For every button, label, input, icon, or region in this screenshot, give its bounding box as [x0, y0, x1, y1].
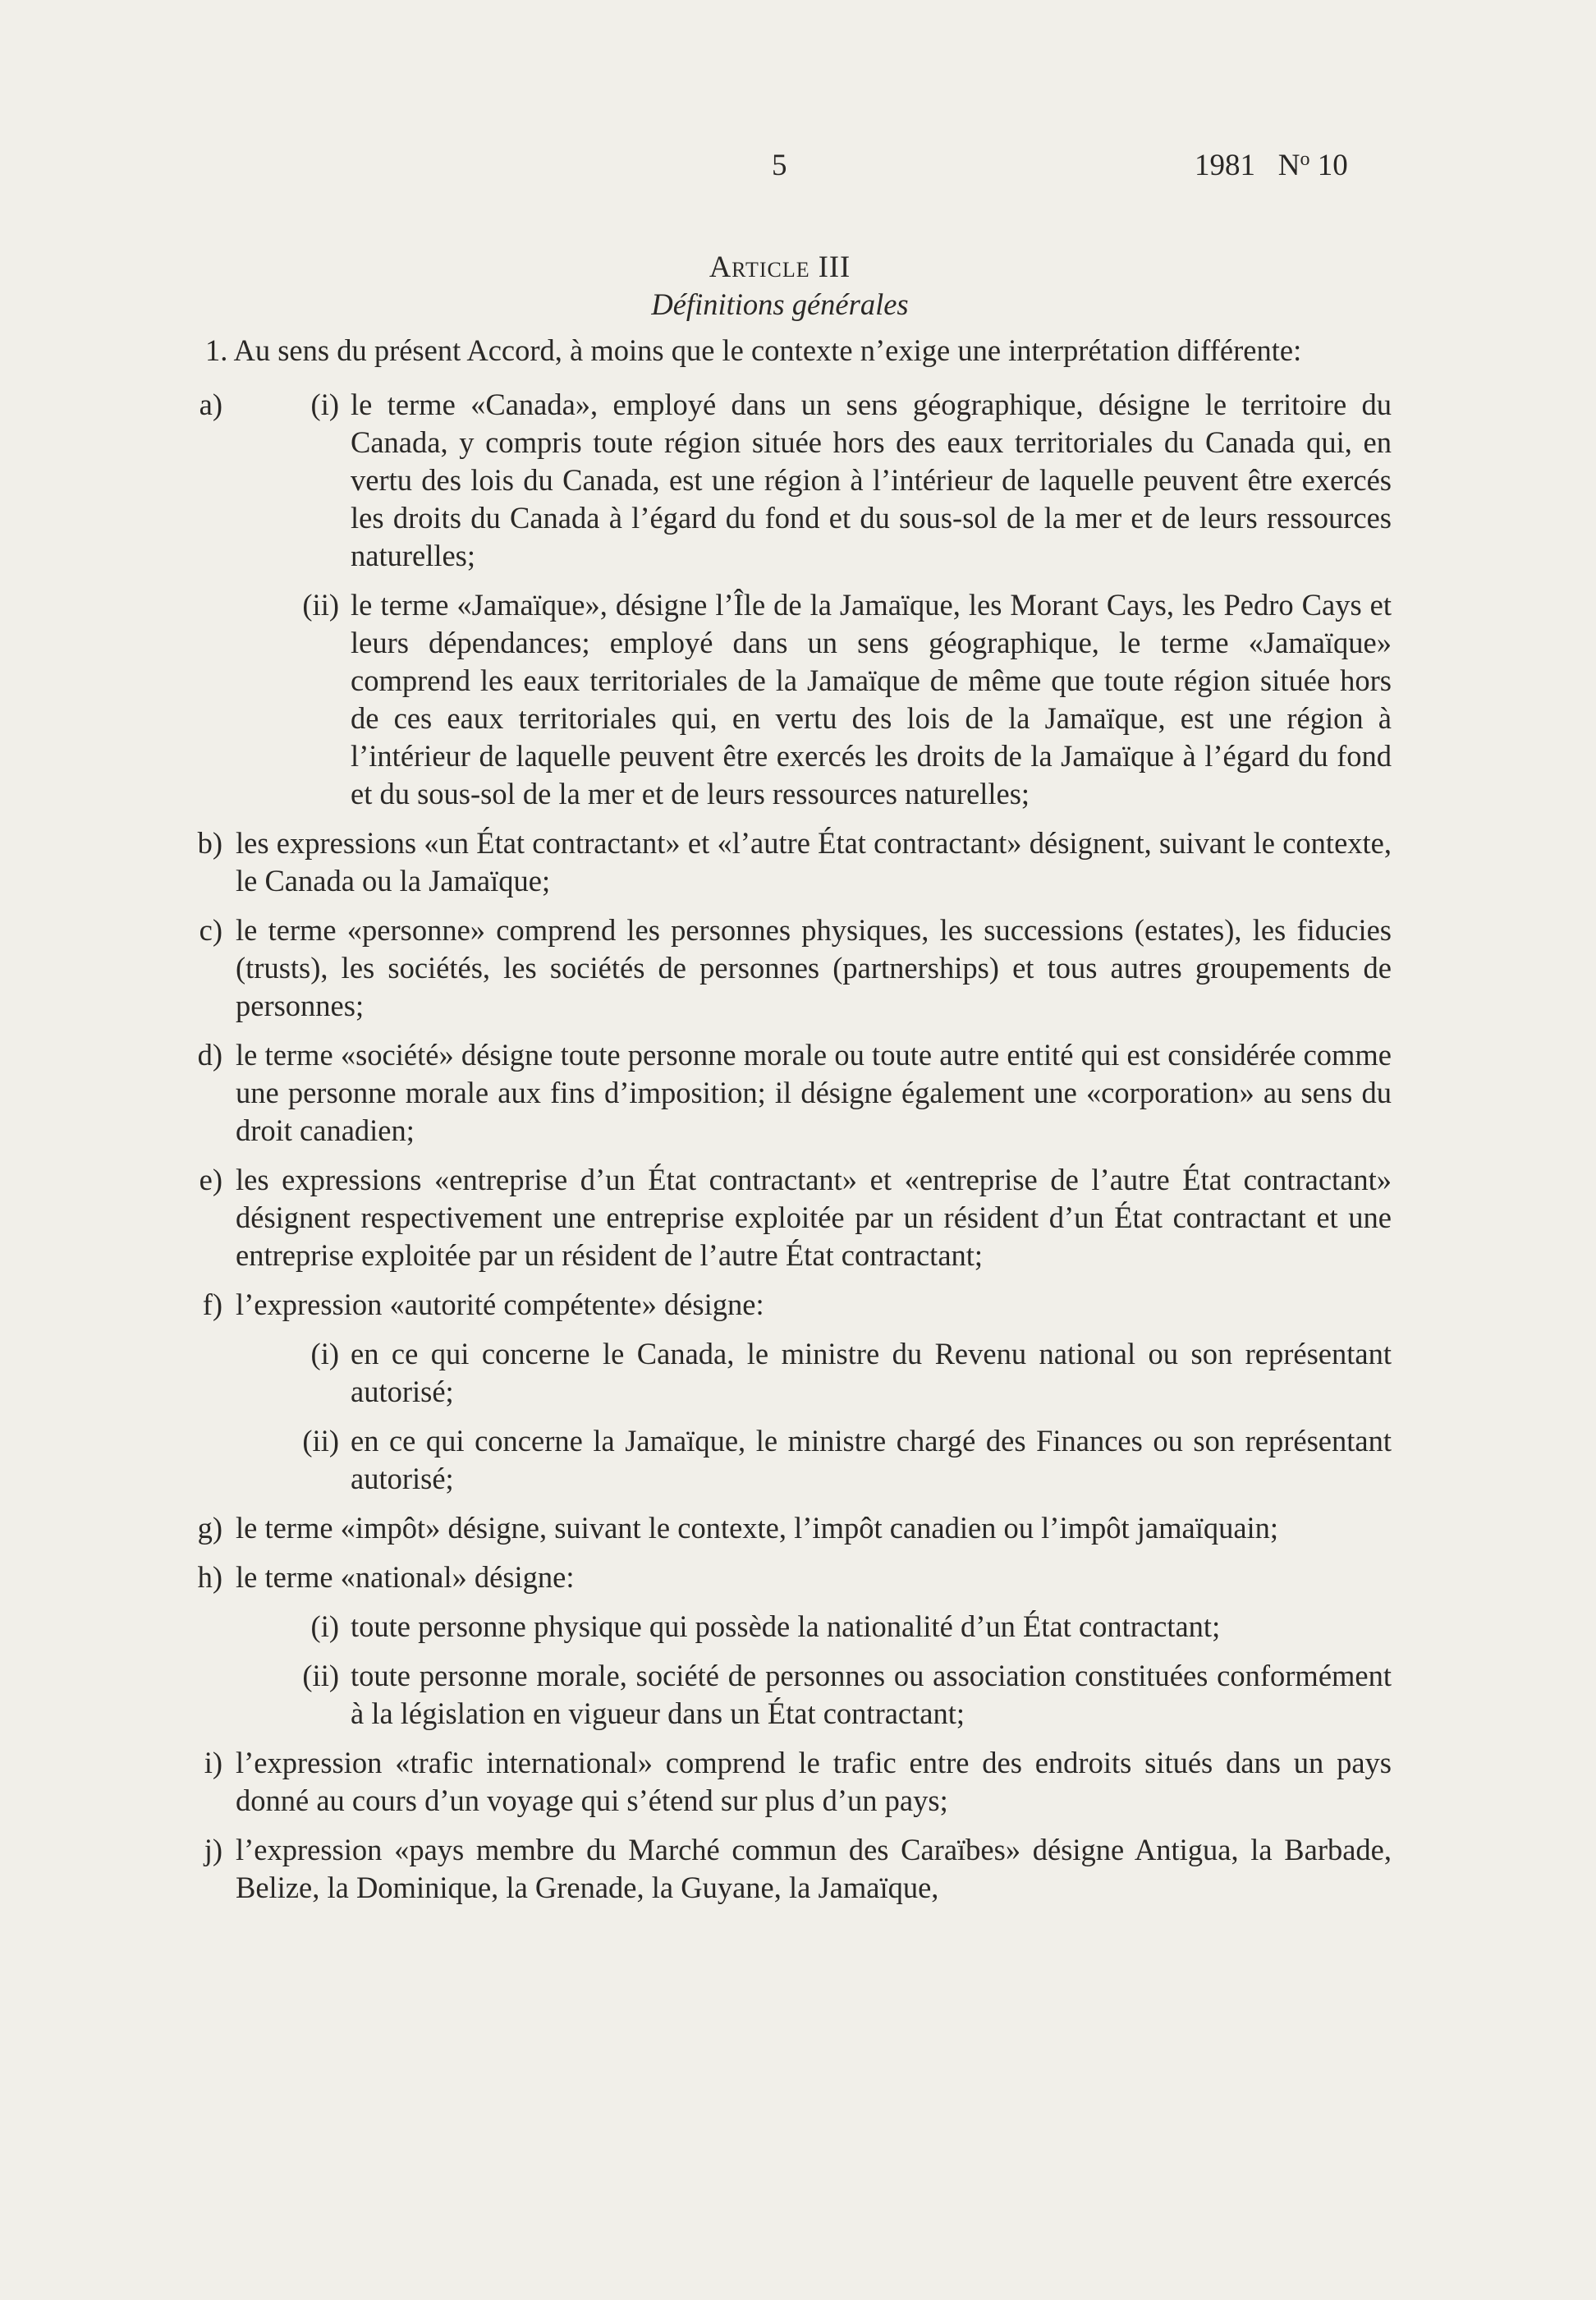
page-header [0, 148, 1596, 197]
clause-h-marker: h) [197, 1560, 222, 1594]
clause-j-marker: j) [204, 1833, 222, 1866]
clause-a-i [168, 386, 1392, 575]
clause-f-ii [168, 1422, 1392, 1498]
clause-e [168, 1161, 1392, 1274]
clause-h-ii-text: toute personne morale, société de personnes ou association constituées conformément à la législation en vigueur dans un État contractant; [351, 1659, 1392, 1730]
clause-d-text: le terme «société» désigne toute personne morale ou toute autre entité qui est considérée comme une personne morale aux fins d’imposition; il désigne également une «corporation» au sens du droit canadien; [236, 1038, 1392, 1147]
clause-e-text: les expressions «entreprise d’un État contractant» et «entreprise de l’autre État contractant» désignent respectivement une entreprise exploitée par un résident d’un État contractant et une entreprise exploitée par un résident de l’autre État contractant; [236, 1163, 1392, 1272]
clause-h-i-marker: (i) [310, 1609, 339, 1643]
clause-i-marker: i) [204, 1746, 222, 1779]
clause-h-ii [168, 1657, 1392, 1733]
clause-f-ii-text: en ce qui concerne la Jamaïque, le ministre chargé des Finances ou son représentant autorisé; [351, 1424, 1392, 1495]
clause-d-marker: d) [197, 1038, 222, 1072]
document-reference [1195, 148, 1348, 183]
clause-a-i-marker: (i) [310, 388, 339, 421]
page-number: 5 [772, 149, 787, 182]
clause-j-text: l’expression «pays membre du Marché commun des Caraïbes» désigne Antigua, la Barbade, Belize, la Dominique, la Grenade, la Guyane, la Jamaïque, [236, 1833, 1392, 1904]
clause-a-ii-marker: (ii) [302, 588, 339, 622]
clause-i [168, 1744, 1392, 1820]
clause-f-i [168, 1335, 1392, 1411]
clause-g [168, 1509, 1392, 1547]
clause-c [168, 911, 1392, 1025]
clause-h-i-text: toute personne physique qui possède la nationalité d’un État contractant; [351, 1609, 1221, 1643]
doc-year: 1981 [1195, 149, 1255, 182]
clause-b-text: les expressions «un État contractant» et «l’autre État contractant» désignent, suivant le contexte, le Canada ou la Jamaïque; [236, 826, 1392, 898]
clause-a-marker: a) [199, 388, 222, 421]
clause-f-marker: f) [202, 1288, 222, 1321]
clause-f-ii-marker: (ii) [302, 1424, 339, 1458]
clause-h-i [168, 1608, 1392, 1646]
clause-e-marker: e) [199, 1163, 222, 1196]
clause-g-text: le terme «impôt» désigne, suivant le contexte, l’impôt canadien ou l’impôt jamaïquain; [236, 1511, 1279, 1545]
clause-h [168, 1559, 1392, 1596]
clause-d [168, 1036, 1392, 1150]
article-title: Article III [709, 250, 851, 283]
clause-f [168, 1286, 1392, 1324]
intro-paragraph: 1. Au sens du présent Accord, à moins que le contexte n’exige une interprétation différente: [205, 333, 1302, 367]
clause-h-text: le terme «national» désigne: [236, 1560, 575, 1594]
clause-i-text: l’expression «trafic international» comprend le trafic entre des endroits situés dans un pays donné au cours d’un voyage qui s’étend sur plus d’un pays; [236, 1746, 1392, 1817]
section-title: Définitions générales [651, 287, 909, 321]
clause-a-ii [168, 586, 1392, 813]
clause-f-i-marker: (i) [310, 1337, 339, 1370]
clause-f-text: l’expression «autorité compétente» désigne: [236, 1288, 764, 1321]
clause-g-marker: g) [197, 1511, 222, 1545]
article-body [168, 248, 1392, 1918]
clause-f-i-text: en ce qui concerne le Canada, le ministre du Revenu national ou son représentant autorisé; [351, 1337, 1392, 1408]
clause-j [168, 1831, 1392, 1907]
clause-c-text: le terme «personne» comprend les personnes physiques, les successions (estates), les fiducies (trusts), les sociétés, les sociétés de personnes (partnerships) et tous autres groupements de personnes; [236, 913, 1392, 1022]
doc-no: 10 [1309, 149, 1348, 182]
clause-c-marker: c) [199, 913, 222, 947]
clause-b-marker: b) [197, 826, 222, 860]
clause-a-ii-text: le terme «Jamaïque», désigne l’Île de la Jamaïque, les Morant Cays, les Pedro Cays et leurs dépendances; employé dans un sens géographique, le terme «Jamaïque» comprend les eaux territoriales de la Jamaïque de même que toute région située hors de ces eaux territoriales qui, en vertu des lois de la Jamaïque, est une région à l’intérieur de laquelle peuvent être exercés les droits de la Jamaïque à l’égard du fond et du sous-sol de la mer et de leurs ressources naturelles; [351, 588, 1392, 810]
clause-b [168, 824, 1392, 900]
clause-h-ii-marker: (ii) [302, 1659, 339, 1692]
clause-a-i-text: le terme «Canada», employé dans un sens géographique, désigne le territoire du Canada, y compris toute région située hors des eaux territoriales du Canada qui, en vertu des lois du Canada, est une région à l’intérieur de laquelle peuvent être exercés les droits du Canada à l’égard du fond et du sous-sol de la mer et de leurs ressources naturelles; [351, 388, 1392, 572]
doc-no-label: N [1277, 149, 1300, 182]
doc-no-sup: o [1300, 149, 1310, 170]
